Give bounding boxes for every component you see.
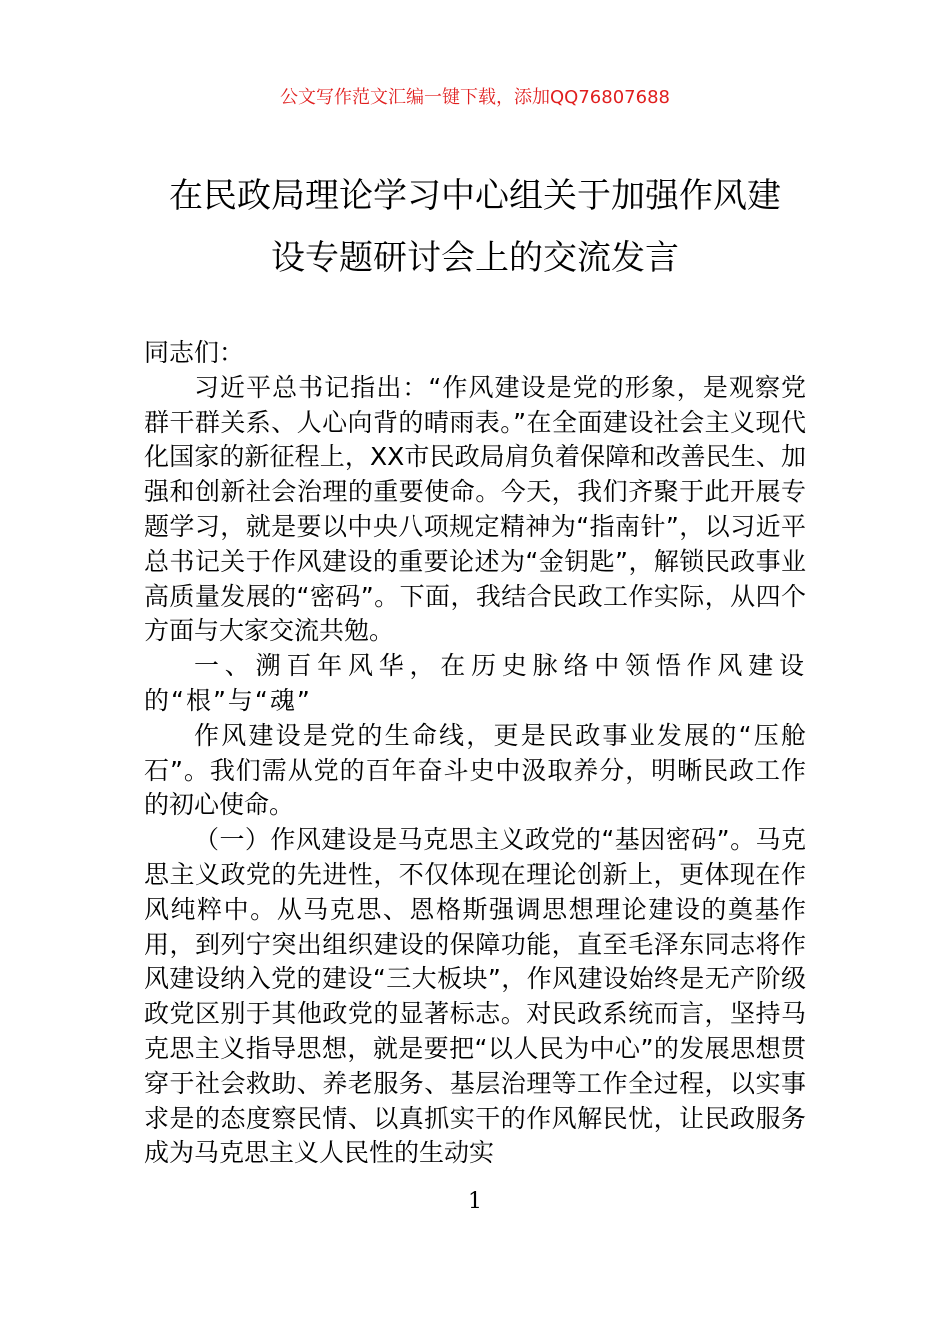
download-notice: 公文写作范文汇编一键下载，添加QQ76807688 (280, 87, 670, 108)
page-number: 1 (468, 1189, 482, 1214)
document-body (144, 336, 806, 1171)
salutation: 同志们： (144, 338, 245, 367)
title-line-2: 设专题研讨会上的交流发言 (271, 238, 679, 278)
paragraph-intro: 习近平总书记指出：“作风建设是党的形象，是观察党群干群关系、人心向背的晴雨表。”在全面建设社会主义现代化国家的新征程上，XX市民政局肩负着保障和改善民生、加强和创新社会治理的重要使命。今天，我们齐聚于此开展专题学习，就是要以中央八项规定精神为“指南针”，以习近平总书记关于作风建设的重要论述为“金钥匙”，解锁民政事业高质量发展的“密码”。下面，我结合民政工作实际，从四个方面与大家交流共勉。 (144, 372, 806, 646)
title-line-1: 在民政局理论学习中心组关于加强作风建 (169, 176, 781, 216)
paragraph-section-1-intro: 作风建设是党的生命线，更是民政事业发展的“压舱石”。我们需从党的百年奋斗史中汲取养分，明晰民政工作的初心使命。 (144, 720, 806, 820)
document-title (120, 165, 830, 289)
section-heading-1: 一、溯百年风华，在历史脉络中领悟作风建设的“根”与“魂” (144, 651, 806, 715)
paragraph-subsection-1: （一）作风建设是马克思主义政党的“基因密码”。马克思主义政党的先进性，不仅体现在理论创新上，更体现在作风纯粹中。从马克思、恩格斯强调思想理论建设的奠基作用，到列宁突出组织建设的保障功能，直至毛泽东同志将作风建设纳入党的建设“三大板块”，作风建设始终是无产阶级政党区别于其他政党的显著标志。对民政系统而言，坚持马克思主义指导思想，就是要把“以人民为中心”的发展思想贯穿于社会救助、养老服务、基层治理等工作全过程，以实事求是的态度察民情、以真抓实干的作风解民忧，让民政服务成为马克思主义人民性的生动实 (144, 825, 806, 1168)
